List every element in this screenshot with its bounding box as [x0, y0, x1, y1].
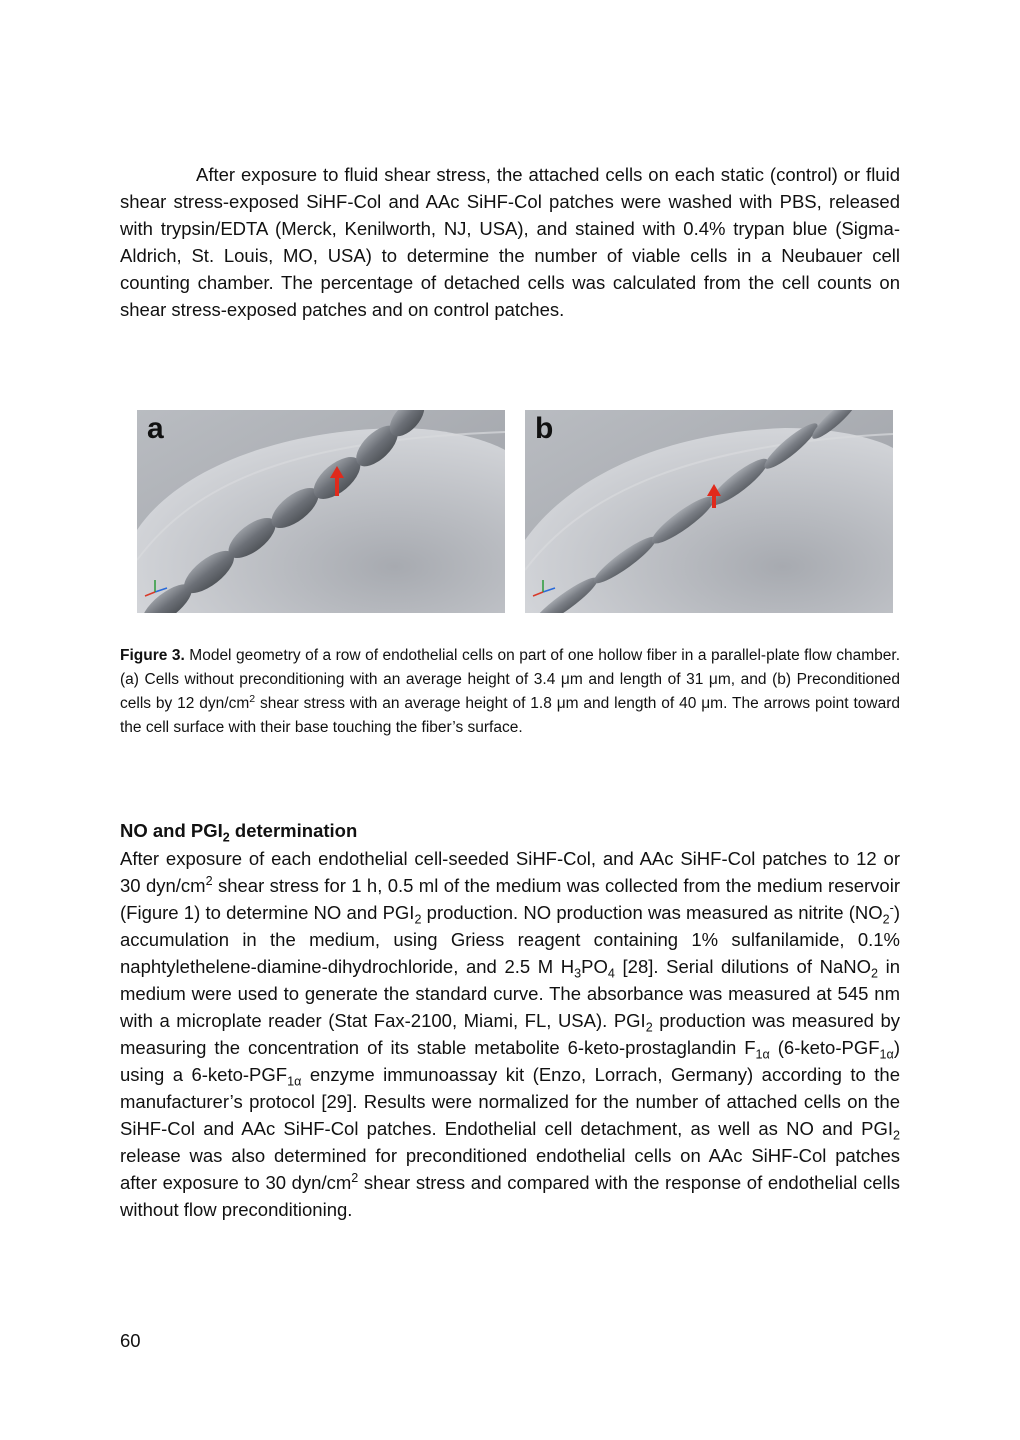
figure-panel-a	[137, 410, 505, 613]
figure-caption: Figure 3. Model geometry of a row of endothelial cells on part of one hollow fiber in a parallel-plate flow chamber. (a) Cells without preconditioning with an average height of 3.4 μm and length of 31 μm, and (b) Preconditioned cells by 12 dyn/$cm^2$ shear stress with an average height of 1.8 μm and length of 40 μm. The arrows point toward the cell surface with their base touching the fiber’s surface.	[120, 647, 900, 736]
paragraph-no-pgi2: After exposure of each endothelial cell-seeded SiHF-Col, and AAc SiHF-Col patches to 12 or 30 dyn/$cm^2$ shear stress for 1 h, 0.5 ml of the medium was collected from the medium reservoir (Figure 1) to determine NO and $PGI_2$ production. NO production was measured as nitrite $(NO_2^-)$ accumulation in the medium, using Griess reagent containing 1% sulfanilamide, 0.1% naphtylethelene-diamine-dihydrochloride, and 2.5 M $H_3PO_4$ [28]. Serial dilutions of NaNO$_2$ in medium were used to generate the standard curve. The absorbance was measured at 545 nm with a microplate reader (Stat Fax-2100, Miami, FL, USA). $PGI_2$ production was measured by measuring the concentration of its stable metabolite 6-keto-prostaglandin $F_{1\alpha}$ $(6-keto-PGF_{1\alpha})$ using a $6-keto-PGF_{1\alpha}$ enzyme immunoassay kit (Enzo, Lorrach, Germany) according to the manufacturer’s protocol [29]. Results were normalized for the number of attached cells on the SiHF-Col and AAc SiHF-Col patches. Endothelial cell detachment, as well as NO and $PGI_2$ release was also determined for preconditioned endothelial cells on AAc SiHF-Col patches after exposure to 30 dyn/$cm^2$ shear stress and compared with the response of endothelial cells without flow preconditioning.	[120, 848, 900, 1220]
paragraph-cell-detachment	[120, 161, 900, 323]
panel-label-b: b	[535, 412, 554, 445]
panel-label-a: a	[147, 412, 164, 445]
panel-b-image	[525, 410, 893, 613]
figure-panel-b	[525, 410, 893, 613]
panel-a-image	[137, 410, 505, 613]
paragraph-text: After exposure to fluid shear stress, the attached cells on each static (control) or fluid shear stress-exposed SiHF-Col and AAc SiHF-Col patches were washed with PBS, released with trypsin/EDTA (Merck, Kenilworth, NJ, USA), and stained with 0.4% trypan blue (Sigma-Aldrich, St. Louis, MO, USA) to determine the number of viable cells in a Neubauer cell counting chamber. The percentage of detached cells was calculated from the cell counts on shear stress-exposed patches and on control patches.	[120, 164, 900, 320]
figure-3	[137, 410, 893, 613]
figure-label: Figure 3.	[120, 647, 185, 664]
page-number: 60	[120, 1330, 141, 1351]
section-heading: NO and $PGI_2$ determination	[120, 820, 358, 845]
